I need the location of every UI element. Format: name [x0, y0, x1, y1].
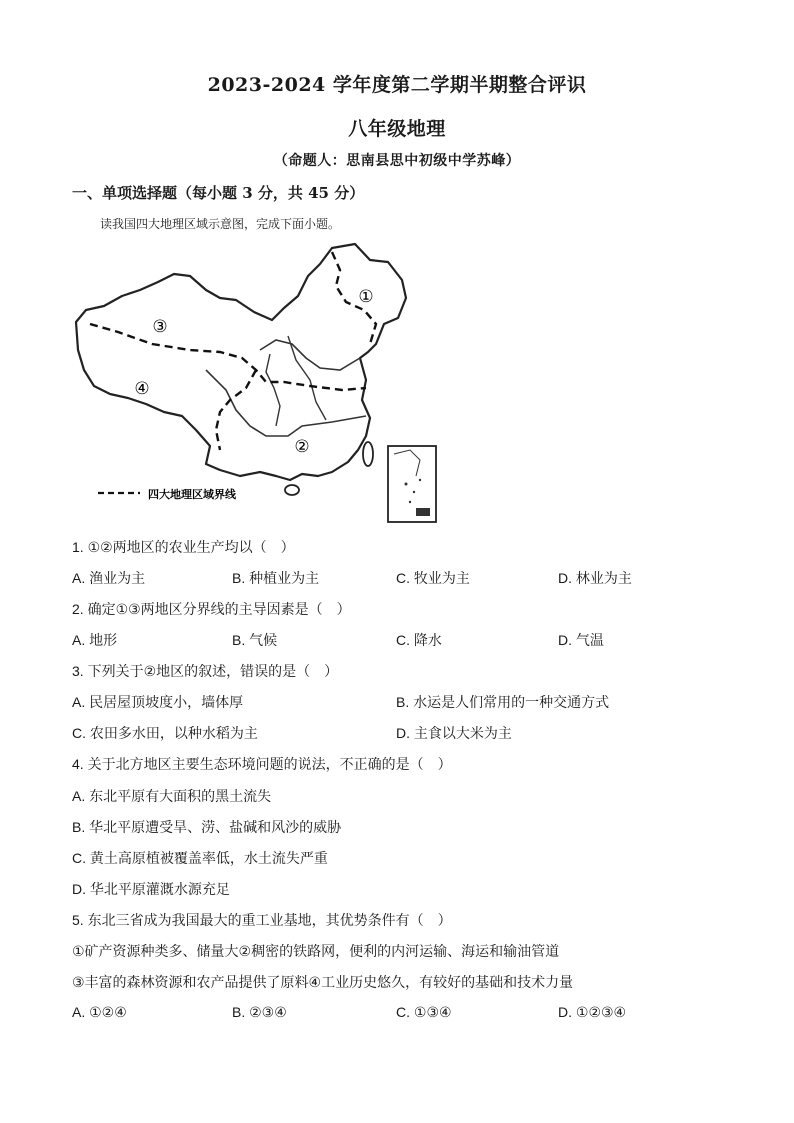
option-d[interactable]: D. 华北平原灌溉水源充足	[72, 881, 230, 897]
option-a[interactable]: A. 民居屋顶坡度小，墙体厚	[72, 694, 244, 710]
option-c[interactable]: C. ①③④	[396, 1004, 452, 1020]
exam-author: （命题人：思南县思中初级中学苏峰）	[273, 153, 521, 169]
option-c[interactable]: C. 黄土高原植被覆盖率低，水土流失严重	[72, 850, 328, 866]
section-heading: 一、单项选择题（每小题 3 分，共 45 分）	[72, 184, 365, 202]
region-label: ④	[134, 379, 150, 399]
exam-subtitle: 八年级地理	[348, 118, 446, 140]
hainan-island	[285, 485, 299, 495]
option-b[interactable]: B. 气候	[232, 632, 278, 648]
inner-boundary	[266, 354, 280, 426]
option-d[interactable]: D. 气温	[558, 632, 604, 648]
option-a[interactable]: A. 渔业为主	[72, 570, 146, 586]
inner-boundary	[288, 336, 326, 420]
question-stem: 2. 确定①③两地区分界线的主导因素是（ ）	[72, 601, 351, 617]
question-stem: 1. ①②两地区的农业生产均以（ ）	[72, 539, 295, 555]
option-c[interactable]: C. 降水	[396, 632, 442, 648]
exam-title: 2023-2024 学年度第二学期半期整合评识	[207, 74, 587, 96]
option-b[interactable]: B. 水运是人们常用的一种交通方式	[396, 694, 610, 710]
inner-boundary	[206, 370, 366, 436]
option-d[interactable]: D. ①②③④	[558, 1004, 627, 1020]
option-c[interactable]: C. 牧业为主	[396, 570, 470, 586]
region-boundary	[90, 324, 366, 390]
question-condition: ①矿产资源种类多、储量大②稠密的铁路网，便利的内河运输、海运和输油管道	[72, 943, 560, 959]
question-condition: ③丰富的森林资源和农产品提供了原料④工业历史悠久，有较好的基础和技术力量	[72, 974, 574, 990]
map-intro: 读我国四大地理区域示意图，完成下面小题。	[100, 217, 341, 231]
china-regions-map	[70, 240, 450, 530]
option-a[interactable]: A. 地形	[72, 632, 118, 648]
region-label: ①	[358, 287, 374, 307]
option-c[interactable]: C. 农田多水田，以种水稻为主	[72, 725, 258, 741]
region-label: ③	[152, 317, 168, 337]
map-legend: 四大地理区域界线	[148, 488, 236, 501]
option-b[interactable]: B. ②③④	[232, 1004, 287, 1020]
taiwan-island	[363, 442, 373, 466]
map-figure	[70, 240, 450, 530]
question-stem: 4. 关于北方地区主要生态环境问题的说法，不正确的是（ ）	[72, 756, 452, 772]
country-outline	[76, 244, 406, 480]
option-a[interactable]: A. 东北平原有大面积的黑土流失	[72, 788, 272, 804]
option-b[interactable]: B. 种植业为主	[232, 570, 320, 586]
question-stem: 3. 下列关于②地区的叙述，错误的是（ ）	[72, 663, 339, 679]
option-a[interactable]: A. ①②④	[72, 1004, 127, 1020]
question-stem: 5. 东北三省成为我国最大的重工业基地，其优势条件有（ ）	[72, 912, 452, 928]
option-d[interactable]: D. 主食以大米为主	[396, 725, 512, 741]
option-b[interactable]: B. 华北平原遭受旱、涝、盐碱和风沙的威胁	[72, 819, 342, 835]
inner-boundary	[260, 340, 360, 370]
option-d[interactable]: D. 林业为主	[558, 570, 632, 586]
region-label: ②	[294, 437, 310, 457]
